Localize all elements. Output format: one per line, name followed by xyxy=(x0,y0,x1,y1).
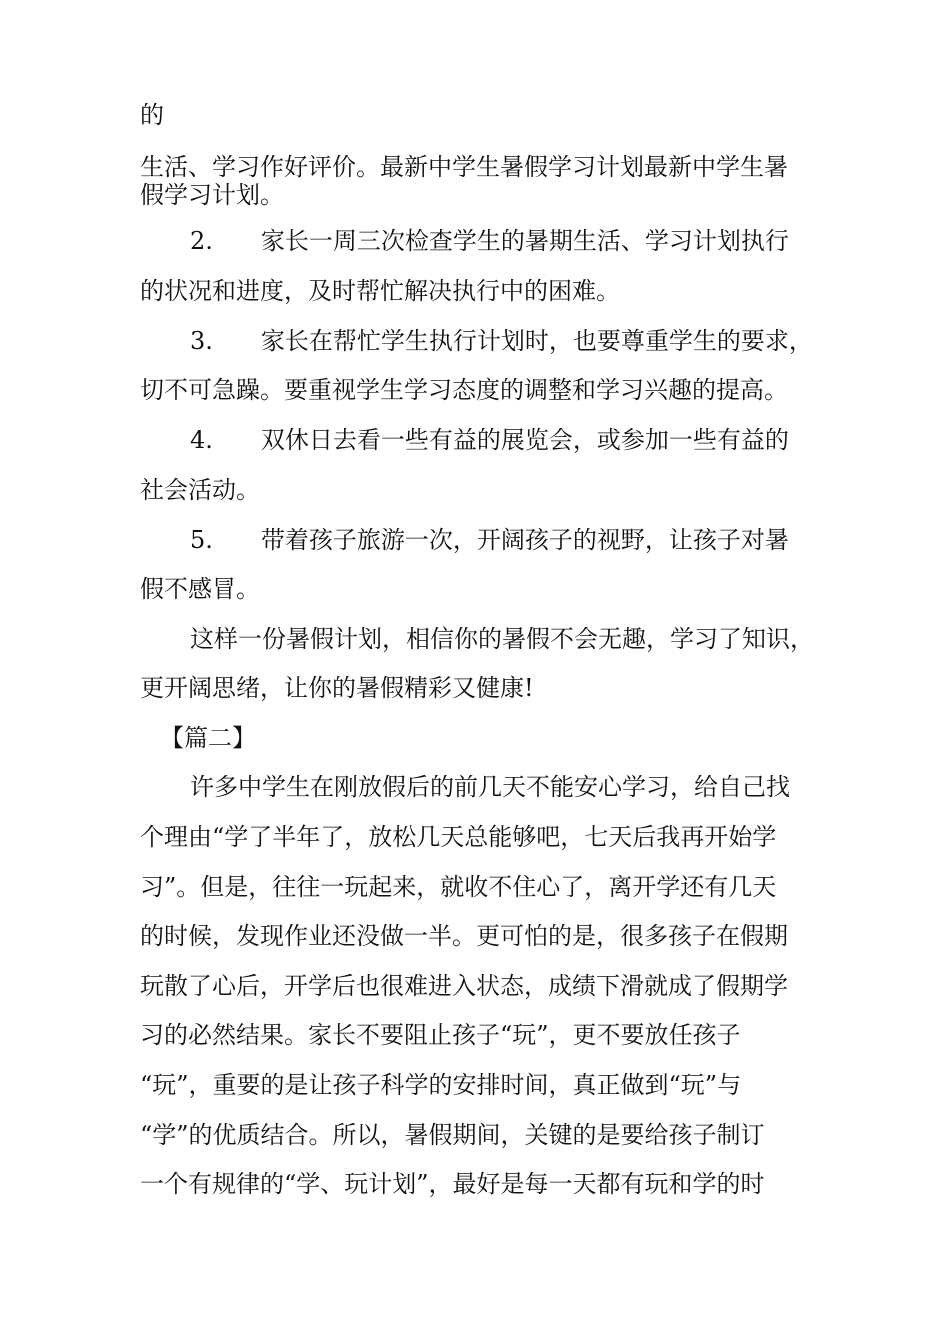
text-line: 的状况和进度，及时帮忙解决执行中的困难。 xyxy=(140,277,620,305)
text-line: 一个有规律的“学、玩计划”，最好是每一天都有玩和学的时 xyxy=(140,1170,765,1198)
section-heading: 【篇二】 xyxy=(160,724,256,752)
text-line: 习”。但是，往往一玩起来，就收不住心了，离开学还有几天 xyxy=(140,873,777,901)
text-line: 个理由“学了半年了，放松几天总能够吧，七天后我再开始学 xyxy=(140,823,777,851)
list-item-4: 4. 双休日去看一些有益的展览会，或参加一些有益的 xyxy=(190,426,789,454)
text-line: 更开阔思绪，让你的暑假精彩又健康! xyxy=(140,674,534,702)
paragraph-start: 许多中学生在刚放假后的前几天不能安心学习，给自己找 xyxy=(190,773,790,801)
text-line: 玩散了心后，开学后也很难进入状态，成绩下滑就成了假期学 xyxy=(140,972,788,1000)
text-line: 的时候，发现作业还没做一半。更可怕的是，很多孩子在假期 xyxy=(140,922,788,950)
list-item-5: 5. 带着孩子旅游一次，开阔孩子的视野，让孩子对暑 xyxy=(190,526,789,554)
paragraph-start: 这样一份暑假计划，相信你的暑假不会无趣，学习了知识， xyxy=(190,625,814,653)
text-line: 的 xyxy=(140,101,164,129)
text-line: “学”的优质结合。所以，暑假期间，关键的是要给孩子制订 xyxy=(140,1121,765,1149)
text-line: “玩”，重要的是让孩子科学的安排时间，真正做到“玩”与 xyxy=(140,1071,742,1099)
text-line: 切不可急躁。要重视学生学习态度的调整和学习兴趣的提高。 xyxy=(140,376,788,404)
text-line: 假学习计划。 xyxy=(140,181,284,209)
list-item-2: 2. 家长一周三次检查学生的暑期生活、学习计划执行 xyxy=(190,227,789,255)
text-line: 假不感冒。 xyxy=(140,575,260,603)
text-line: 社会活动。 xyxy=(140,476,260,504)
list-item-3: 3. 家长在帮忙学生执行计划时，也要尊重学生的要求， xyxy=(190,327,813,355)
text-line: 生活、学习作好评价。最新中学生暑假学习计划最新中学生暑 xyxy=(140,153,788,181)
text-line: 习的必然结果。家长不要阻止孩子“玩”，更不要放任孩子 xyxy=(140,1021,741,1049)
